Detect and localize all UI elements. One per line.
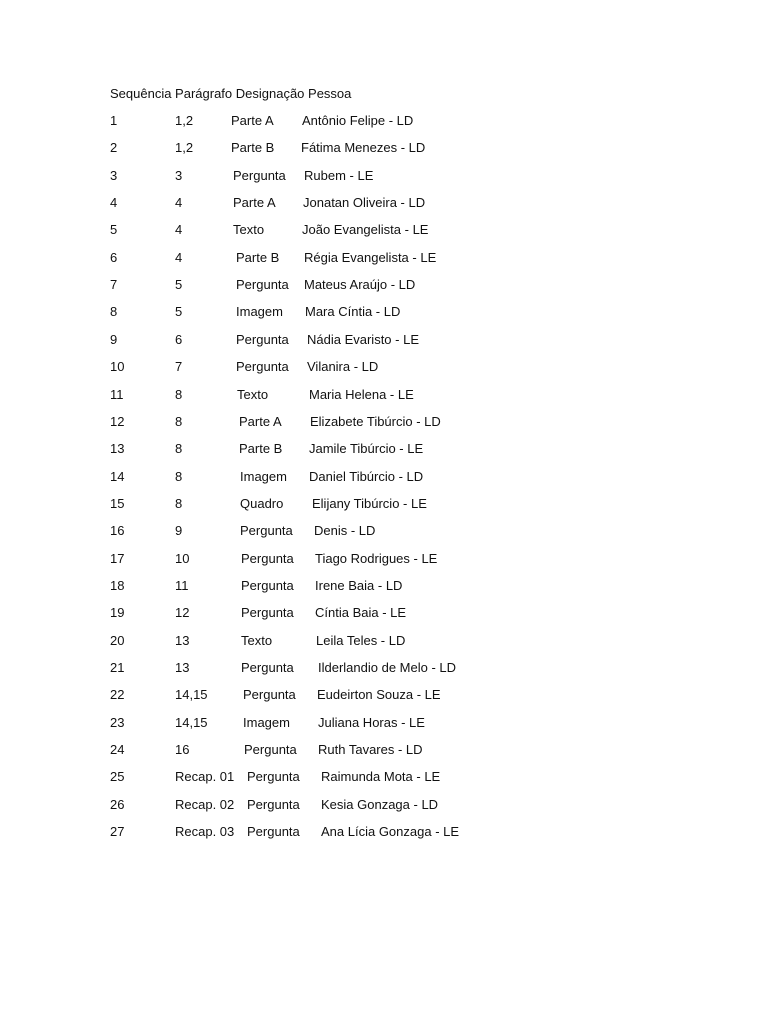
paragrafo-cell: 13 (175, 632, 190, 648)
pessoa-cell: Vilanira - LD (307, 359, 379, 375)
pessoa-cell: Maria Helena - LE (309, 386, 414, 402)
paragrafo-cell: 1,2 (175, 113, 194, 128)
designacao-cell: Pergunta (247, 824, 300, 840)
table-row (0, 604, 768, 622)
table-row (0, 358, 768, 376)
paragrafo-cell: Recap. 03 (175, 824, 235, 840)
paragrafo-cell: 16 (175, 742, 190, 758)
table-row (0, 686, 768, 704)
designacao-cell: Pergunta (247, 769, 300, 785)
designacao-cell: Parte B (236, 249, 280, 265)
designacao-cell: Pergunta (236, 331, 289, 347)
sequencia-cell: 11 (110, 386, 124, 402)
pessoa-cell: Jamile Tibúrcio - LE (309, 441, 424, 457)
sequencia-cell: 7 (110, 277, 118, 293)
designacao-cell: Pergunta (241, 550, 294, 566)
pessoa-cell: Ilderlandio de Melo - LD (318, 660, 457, 675)
designacao-cell: Imagem (243, 714, 290, 730)
paragrafo-cell: 8 (175, 468, 183, 484)
pessoa-cell: Cíntia Baia - LE (315, 605, 407, 621)
pessoa-cell: Irene Baia - LD (315, 577, 403, 593)
pessoa-cell: Mara Cíntia - LD (305, 304, 401, 320)
paragrafo-cell: 14,15 (175, 687, 208, 703)
designacao-cell: Parte B (239, 441, 283, 457)
sequencia-cell: 20 (110, 632, 125, 648)
paragrafo-cell: 8 (175, 441, 183, 457)
sequencia-cell: 10 (110, 359, 125, 375)
sequencia-cell: 25 (110, 769, 125, 785)
pessoa-cell: Tiago Rodrigues - LE (315, 550, 438, 566)
sequencia-cell: 27 (110, 824, 125, 840)
table-row (0, 221, 768, 239)
designacao-cell: Pergunta (241, 605, 294, 621)
pessoa-cell: Ruth Tavares - LD (318, 742, 423, 758)
designacao-cell: Imagem (240, 468, 287, 484)
sequencia-cell: 23 (110, 714, 125, 730)
table-row (0, 413, 768, 431)
paragrafo-cell: 13 (175, 660, 190, 675)
designacao-cell: Pergunta (243, 687, 296, 703)
pessoa-cell: Antônio Felipe - LD (302, 113, 414, 128)
paragrafo-cell: Recap. 01 (175, 769, 235, 785)
designacao-cell: Parte A (231, 113, 274, 128)
designacao-cell: Texto (233, 222, 265, 238)
designacao-cell: Parte B (231, 140, 275, 156)
sequencia-cell: 21 (110, 660, 125, 675)
table-row (0, 550, 768, 568)
sequencia-cell: 26 (110, 796, 125, 812)
table-row (0, 386, 768, 404)
designacao-cell: Pergunta (240, 523, 293, 539)
designacao-cell: Pergunta (247, 796, 300, 812)
sequencia-cell: 8 (110, 304, 118, 320)
table-row (0, 468, 768, 486)
table-row (0, 823, 768, 841)
table-row (0, 577, 768, 595)
designacao-cell: Pergunta (233, 167, 286, 183)
paragrafo-cell: 11 (175, 577, 189, 593)
paragrafo-cell: 14,15 (175, 714, 208, 730)
table-row (0, 276, 768, 294)
paragrafo-cell: Recap. 02 (175, 796, 235, 812)
table-row (0, 741, 768, 759)
sequencia-cell: 6 (110, 249, 118, 265)
pessoa-cell: Nádia Evaristo - LE (307, 331, 419, 347)
designacao-cell: Pergunta (241, 660, 294, 675)
paragrafo-cell: 8 (175, 495, 183, 511)
sequencia-cell: 24 (110, 742, 125, 758)
designacao-cell: Quadro (240, 495, 284, 511)
designacao-cell: Parte A (233, 195, 276, 211)
pessoa-cell: Elijany Tibúrcio - LE (312, 495, 427, 511)
table-row (0, 632, 768, 650)
pessoa-cell: Denis - LD (314, 523, 376, 539)
paragrafo-cell: 4 (175, 222, 183, 238)
designacao-cell: Pergunta (241, 577, 294, 593)
paragrafo-cell: 9 (175, 523, 183, 539)
table-row (0, 139, 768, 157)
designacao-cell: Texto (241, 632, 273, 648)
sequencia-cell: 3 (110, 167, 118, 183)
sequencia-cell: 16 (110, 523, 125, 539)
designacao-cell: Pergunta (236, 277, 289, 293)
designacao-cell: Imagem (236, 304, 283, 320)
table-row (0, 194, 768, 212)
paragrafo-cell: 6 (175, 331, 183, 347)
table-row (0, 768, 768, 786)
table-row (0, 167, 768, 185)
pessoa-cell: Raimunda Mota - LE (321, 769, 441, 785)
sequencia-cell: 12 (110, 413, 125, 429)
table-row (0, 303, 768, 321)
pessoa-cell: Fátima Menezes - LD (301, 140, 426, 156)
pessoa-cell: João Evangelista - LE (302, 222, 429, 238)
paragrafo-cell: 8 (175, 386, 183, 402)
table-row (0, 495, 768, 513)
paragrafo-cell: 12 (175, 605, 190, 621)
pessoa-cell: Eudeirton Souza - LE (317, 687, 441, 703)
paragrafo-cell: 3 (175, 167, 183, 183)
pessoa-cell: Régia Evangelista - LE (304, 249, 437, 265)
sequencia-cell: 22 (110, 687, 125, 703)
pessoa-cell: Juliana Horas - LE (318, 714, 425, 730)
pessoa-cell: Mateus Araújo - LD (304, 277, 416, 293)
table-row (0, 112, 768, 130)
paragrafo-cell: 4 (175, 249, 183, 265)
paragrafo-cell: 7 (175, 359, 183, 375)
pessoa-cell: Elizabete Tibúrcio - LD (310, 413, 441, 429)
table-header: Sequência Parágrafo Designação Pessoa (110, 86, 352, 101)
designacao-cell: Pergunta (236, 359, 289, 375)
pessoa-cell: Rubem - LE (304, 167, 374, 183)
sequencia-cell: 4 (110, 195, 118, 211)
sequencia-cell: 2 (110, 140, 118, 156)
sequencia-cell: 1 (110, 113, 118, 128)
table-row (0, 331, 768, 349)
designacao-cell: Texto (237, 386, 269, 402)
paragrafo-cell: 10 (175, 550, 190, 566)
sequencia-cell: 9 (110, 331, 118, 347)
table-row (0, 249, 768, 267)
paragrafo-cell: 1,2 (175, 140, 194, 156)
paragrafo-cell: 4 (175, 195, 183, 211)
sequencia-cell: 17 (110, 550, 125, 566)
pessoa-cell: Kesia Gonzaga - LD (321, 796, 439, 812)
designacao-cell: Pergunta (244, 742, 297, 758)
sequencia-cell: 5 (110, 222, 118, 238)
paragrafo-cell: 5 (175, 304, 183, 320)
table-row (0, 440, 768, 458)
table-row (0, 714, 768, 732)
table-row (0, 659, 768, 677)
designacao-cell: Parte A (239, 413, 282, 429)
sequencia-cell: 18 (110, 577, 125, 593)
sequencia-cell: 14 (110, 468, 125, 484)
paragrafo-cell: 5 (175, 277, 183, 293)
pessoa-cell: Daniel Tibúrcio - LD (309, 468, 424, 484)
paragrafo-cell: 8 (175, 413, 183, 429)
pessoa-cell: Ana Lícia Gonzaga - LE (321, 824, 460, 840)
sequencia-cell: 13 (110, 441, 125, 457)
sequencia-cell: 19 (110, 605, 125, 621)
pessoa-cell: Jonatan Oliveira - LD (303, 195, 426, 211)
pessoa-cell: Leila Teles - LD (316, 632, 406, 648)
sequencia-cell: 15 (110, 495, 125, 511)
table-row (0, 522, 768, 540)
table-row (0, 796, 768, 814)
